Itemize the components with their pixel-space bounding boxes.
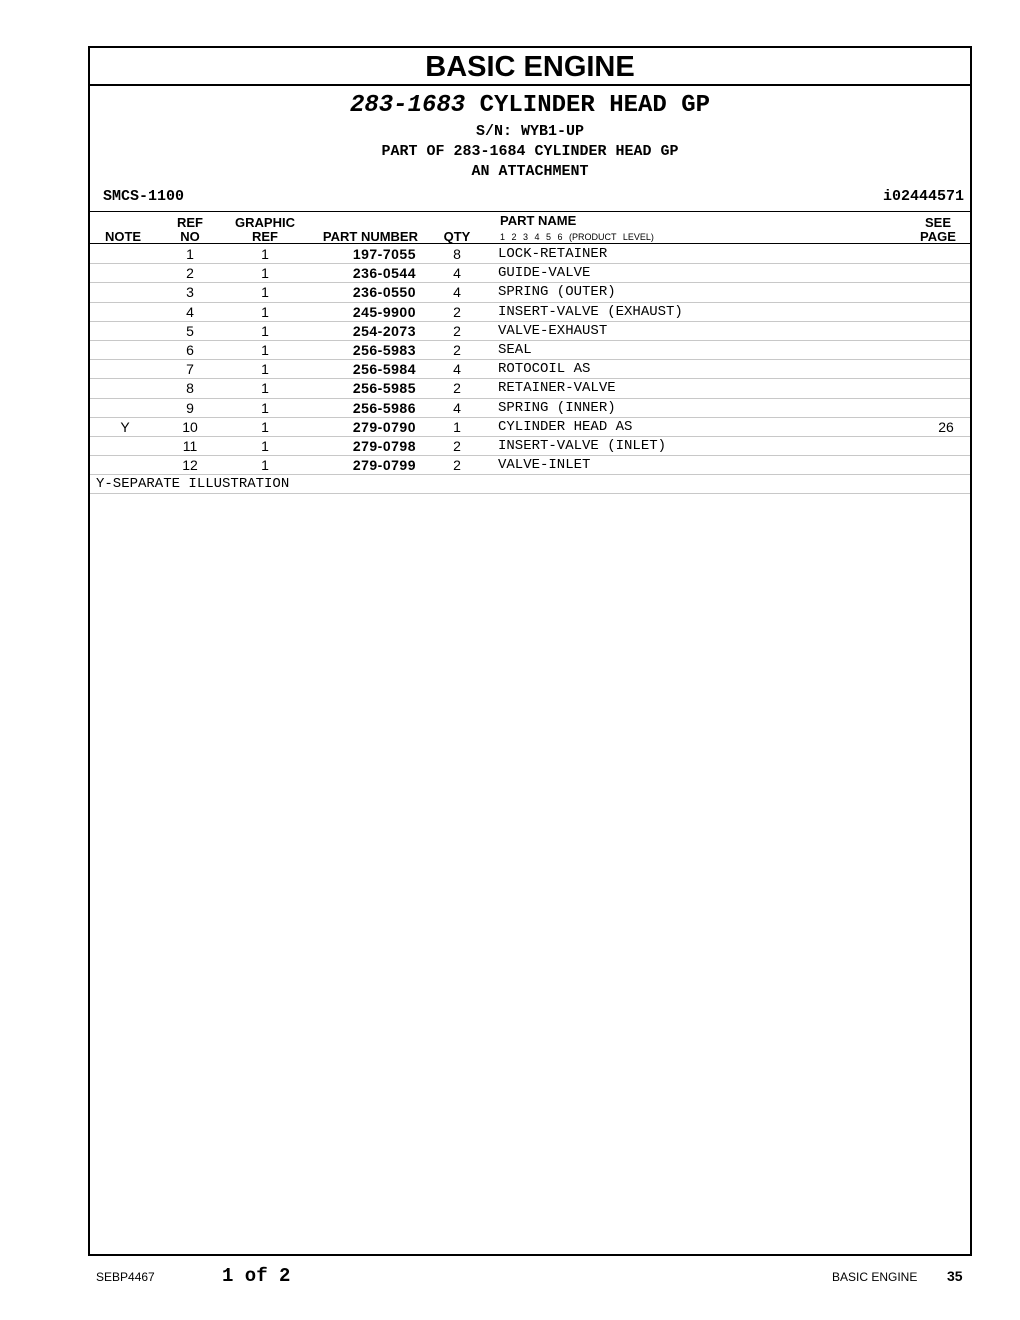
row-ref-no: 9 bbox=[186, 399, 194, 416]
header-product-levels: 1 2 3 4 5 6 (PRODUCT LEVEL) bbox=[500, 232, 654, 242]
row-part-name: RETAINER-VALVE bbox=[498, 380, 616, 397]
header-rule bbox=[90, 211, 970, 212]
column-rule bbox=[90, 243, 970, 244]
header-qty: QTY bbox=[443, 229, 471, 244]
row-ref-no: 11 bbox=[182, 437, 198, 454]
group-number: 283-1683 bbox=[349, 92, 466, 119]
row-part-name: LOCK-RETAINER bbox=[498, 246, 608, 262]
part-of-line: PART OF 283-1684 CYLINDER HEAD GP bbox=[381, 143, 679, 160]
group-title bbox=[90, 92, 970, 119]
row-part-number: 256-5984 bbox=[352, 361, 416, 378]
row-qty: 2 bbox=[453, 380, 461, 397]
table-row bbox=[90, 399, 970, 418]
row-graphic-ref: 1 bbox=[261, 284, 269, 301]
footer-doc-number: SEBP4467 bbox=[96, 1270, 155, 1284]
serial-number: S/N: WYB1-UP bbox=[475, 123, 585, 140]
row-graphic-ref: 1 bbox=[261, 418, 269, 435]
row-part-number: 245-9900 bbox=[352, 303, 416, 320]
table-row bbox=[90, 379, 970, 398]
table-row bbox=[90, 418, 970, 437]
page-frame bbox=[88, 46, 972, 1256]
header-graphic-top: GRAPHIC bbox=[235, 215, 295, 230]
row-qty: 8 bbox=[453, 246, 461, 262]
row-part-number: 256-5983 bbox=[352, 341, 416, 358]
header-see-bottom: PAGE bbox=[920, 229, 956, 244]
header-part-number: PART NUMBER bbox=[322, 229, 418, 244]
header-ref-top: REF bbox=[177, 215, 203, 230]
row-graphic-ref: 1 bbox=[261, 380, 269, 397]
table-row bbox=[90, 283, 970, 302]
row-part-number: 256-5986 bbox=[352, 399, 416, 416]
row-ref-no: 8 bbox=[186, 380, 194, 397]
row-ref-no: 4 bbox=[186, 303, 194, 320]
row-qty: 2 bbox=[453, 341, 461, 358]
footer-section: BASIC ENGINE bbox=[832, 1270, 918, 1284]
group-name: CYLINDER HEAD GP bbox=[479, 92, 711, 119]
row-ref-no: 7 bbox=[186, 361, 194, 378]
row-graphic-ref: 1 bbox=[261, 322, 269, 339]
header-see-top: SEE bbox=[924, 215, 951, 230]
table-row bbox=[90, 456, 970, 475]
row-qty: 4 bbox=[453, 265, 461, 282]
row-part-name: SPRING (INNER) bbox=[498, 399, 616, 416]
row-qty: 1 bbox=[453, 418, 461, 435]
footer-page-of: 1 of 2 bbox=[222, 1265, 291, 1287]
table-row bbox=[90, 322, 970, 341]
row-graphic-ref: 1 bbox=[261, 265, 269, 282]
row-part-number: 236-0544 bbox=[352, 265, 416, 282]
row-qty: 2 bbox=[453, 437, 461, 454]
table-row bbox=[90, 264, 970, 283]
row-qty: 2 bbox=[453, 457, 461, 474]
row-graphic-ref: 1 bbox=[261, 399, 269, 416]
row-qty: 4 bbox=[453, 399, 461, 416]
row-part-name: CYLINDER HEAD AS bbox=[498, 418, 633, 435]
footnote: Y-SEPARATE ILLUSTRATION bbox=[90, 475, 970, 494]
row-part-number: 197-7055 bbox=[352, 246, 416, 262]
row-part-name: INSERT-VALVE (INLET) bbox=[498, 437, 667, 454]
illustration-id: i02444571 bbox=[882, 188, 964, 205]
parts-table bbox=[90, 245, 970, 494]
row-part-name: VALVE-EXHAUST bbox=[498, 322, 608, 339]
row-part-name: VALVE-INLET bbox=[498, 457, 591, 474]
row-graphic-ref: 1 bbox=[261, 341, 269, 358]
row-part-number: 279-0799 bbox=[352, 457, 416, 474]
row-graphic-ref: 1 bbox=[261, 303, 269, 320]
footer-page-number: 35 bbox=[947, 1268, 963, 1284]
header-graphic-bottom: REF bbox=[252, 229, 278, 244]
table-row bbox=[90, 303, 970, 322]
row-part-number: 254-2073 bbox=[352, 322, 416, 339]
row-qty: 4 bbox=[453, 361, 461, 378]
row-part-name: SEAL bbox=[498, 341, 532, 358]
row-part-number: 279-0790 bbox=[352, 418, 416, 435]
header-ref-bottom: NO bbox=[180, 229, 200, 244]
row-graphic-ref: 1 bbox=[261, 361, 269, 378]
attachment-line: AN ATTACHMENT bbox=[471, 163, 589, 180]
row-graphic-ref: 1 bbox=[261, 246, 269, 262]
row-ref-no: 12 bbox=[182, 457, 198, 474]
row-ref-no: 5 bbox=[186, 322, 194, 339]
table-row bbox=[90, 341, 970, 360]
row-qty: 2 bbox=[453, 303, 461, 320]
row-qty: 4 bbox=[453, 284, 461, 301]
row-note: Y bbox=[120, 418, 130, 435]
row-graphic-ref: 1 bbox=[261, 437, 269, 454]
row-qty: 2 bbox=[453, 322, 461, 339]
row-see-page: 26 bbox=[938, 418, 954, 435]
row-part-number: 236-0550 bbox=[352, 284, 416, 301]
table-row bbox=[90, 360, 970, 379]
header-part-name: PART NAME bbox=[500, 213, 577, 228]
table-row bbox=[90, 245, 970, 264]
row-part-name: ROTOCOIL AS bbox=[498, 361, 591, 378]
row-ref-no: 6 bbox=[186, 341, 194, 358]
row-ref-no: 10 bbox=[182, 418, 198, 435]
row-ref-no: 1 bbox=[186, 246, 194, 262]
row-ref-no: 3 bbox=[186, 284, 194, 301]
header-note: NOTE bbox=[104, 229, 142, 244]
row-graphic-ref: 1 bbox=[261, 457, 269, 474]
table-row bbox=[90, 437, 970, 456]
row-part-number: 279-0798 bbox=[352, 437, 416, 454]
row-part-name: INSERT-VALVE (EXHAUST) bbox=[498, 303, 683, 320]
section-title: BASIC ENGINE bbox=[90, 48, 970, 86]
row-part-number: 256-5985 bbox=[352, 380, 416, 397]
smcs-code: SMCS-1100 bbox=[103, 188, 185, 205]
row-ref-no: 2 bbox=[186, 265, 194, 282]
row-part-name: SPRING (OUTER) bbox=[498, 284, 616, 301]
row-part-name: GUIDE-VALVE bbox=[498, 265, 591, 282]
